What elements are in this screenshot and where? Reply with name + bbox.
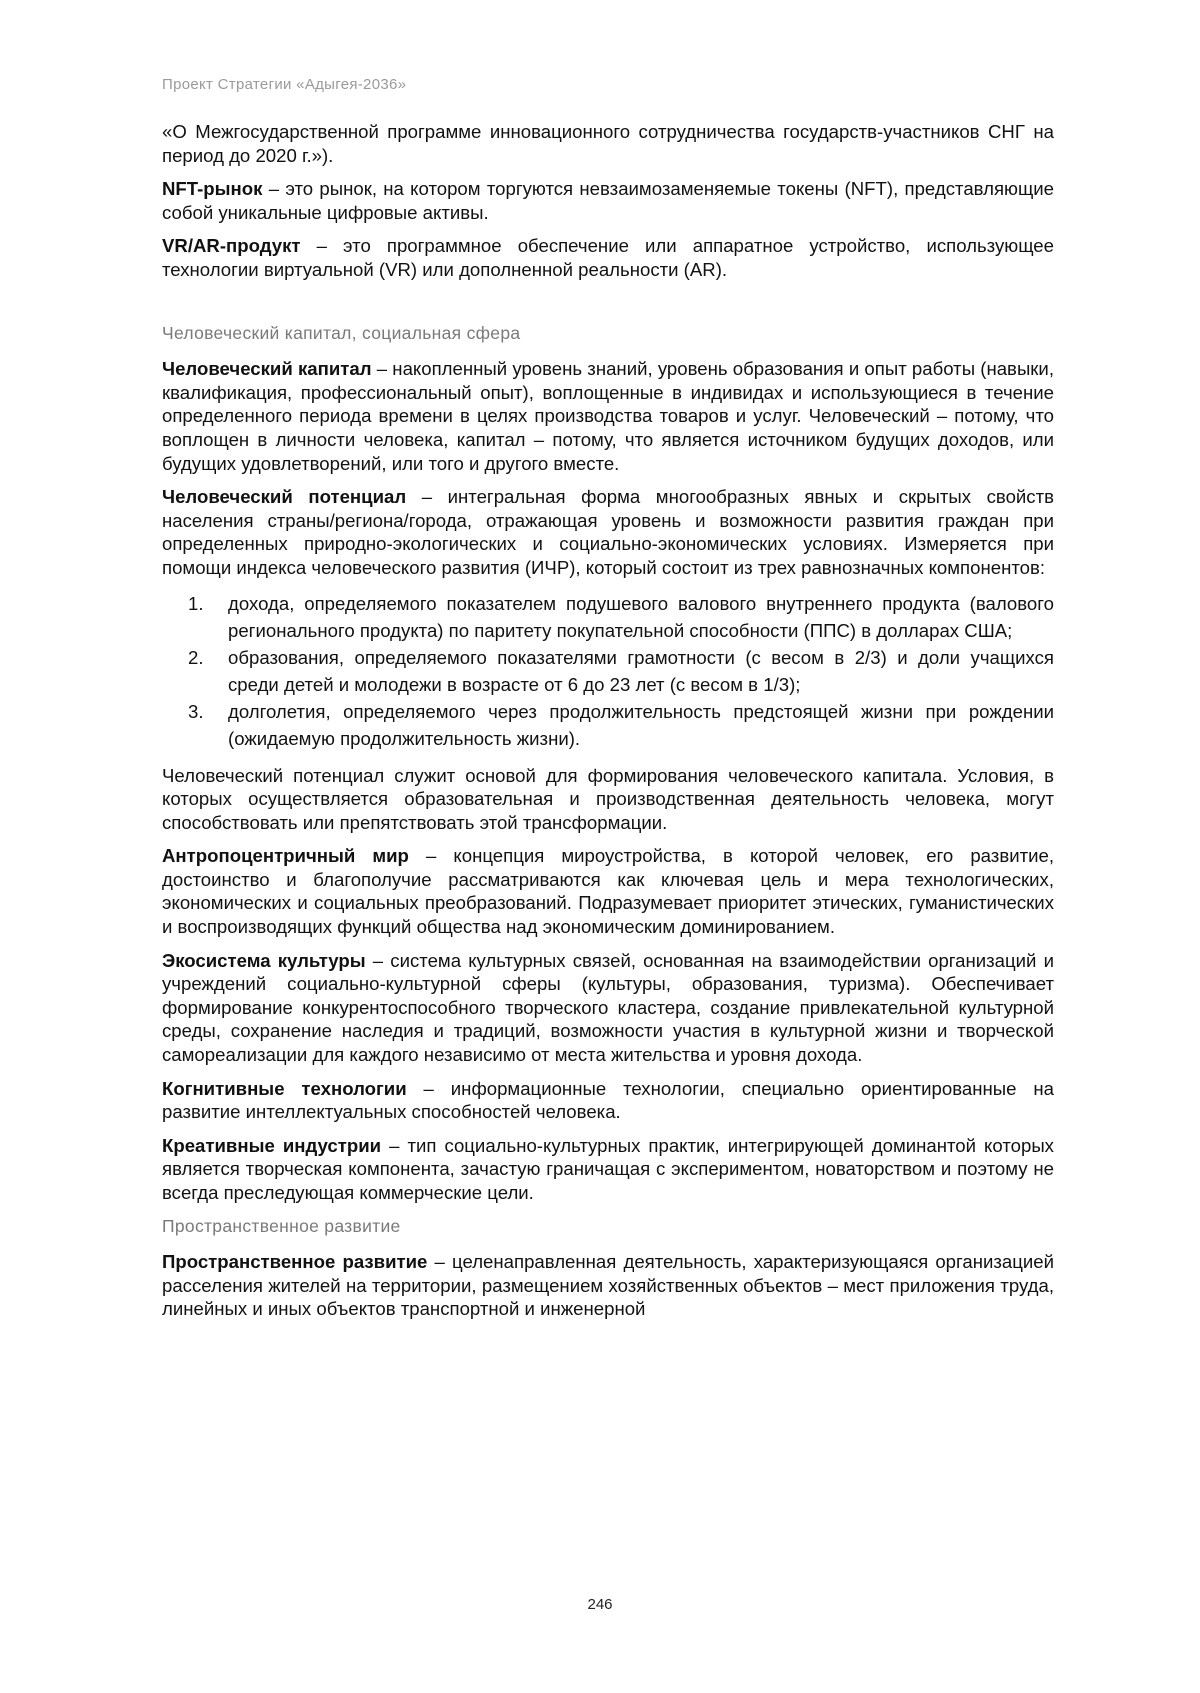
- page-content: [162, 120, 1054, 1331]
- definition-text: – интегральная форма многообразных явных и скрытых свойств населения страны/региона/города, отражающая уровень и возможности развития граждан при определенных природно-экологических и социально-экономических условиях. Измеряется при помощи индекса человеческого развития (ИЧР), который состоит из трех равнозначных компонентов:: [162, 486, 1054, 578]
- potential-note: Человеческий потенциал служит основой для формирования человеческого капитала. Условия, в которых осуществляется образовательная и производственная деятельность человека, могут способствовать или препятствовать этой трансформации.: [162, 764, 1054, 833]
- section-heading-human-capital: Человеческий капитал, социальная сфера: [162, 322, 521, 343]
- page-number: 246: [587, 1596, 613, 1613]
- definition-spatial-development: [162, 1250, 1054, 1321]
- definition-anthropocentric-world: [162, 844, 1054, 938]
- intro-continuation: «О Межгосударственной программе инновационного сотрудничества государств-участников СНГ на период до 2020 г.»).: [162, 121, 1054, 166]
- definition-text: – система культурных связей, основанная на взаимодействии организаций и учреждений социально-культурной сферы (культуры, образования, туризма). Обеспечивает формирование конкурентоспособного творческого кластера, создание привлекательной культурной среды, сохранение наследия и традиций, возможности участия в культурной жизни и творческой самореализации для каждого независимо от места жительства и уровня дохода.: [162, 949, 1054, 1066]
- list-item-number: 3.: [188, 700, 204, 722]
- definition-human-potential: [162, 485, 1054, 579]
- list-item-text: образования, определяемого показателями грамотности (с весом в 2/3) и доли учащихся среди детей и молодежи в возрасте от 6 до 23 лет (с весом в 1/3);: [228, 646, 1054, 695]
- list-item: [162, 590, 1054, 644]
- term-creative-industries: Креативные индустрии: [162, 1134, 382, 1156]
- term-human-potential: Человеческий потенциал: [162, 486, 407, 508]
- definition-human-capital: [162, 357, 1054, 475]
- definition-vr-ar-product: [162, 234, 1054, 281]
- definition-creative-industries: [162, 1134, 1054, 1205]
- definition-text: – это программное обеспечение или аппаратное устройство, использующее технологии виртуальной (VR) или дополненной реальности (AR).: [162, 235, 1054, 280]
- list-item: [162, 644, 1054, 698]
- definition-text: – концепция мироустройства, в которой человек, его развитие, достоинство и благополучие рассматриваются как ключевая цель и мера технологических, экономических и социальных преобразований. Подразумевает приоритет этических, гуманистических и воспроизводящих функций общества над экономическим доминированием.: [162, 845, 1054, 938]
- definition-text: – накопленный уровень знаний, уровень образования и опыт работы (навыки, квалификация, профессиональный опыт), воплощенные в индивидах и использующиеся в течение определенного периода времени в целях производства товаров и услуг. Человеческий – потому, что воплощен в личности человека, капитал – потому, что является источником будущих доходов, или будущих удовлетворений, или того и другого вместе.: [162, 358, 1054, 474]
- definition-text: – это рынок, на котором торгуются невзаимозаменяемые токены (NFT), представляющие собой уникальные цифровые активы.: [162, 178, 1054, 223]
- definition-cognitive-technologies: [162, 1077, 1054, 1124]
- term-anthropocentric-world: Антропоцентричный мир: [162, 845, 409, 867]
- definition-text: – целенаправленная деятельность, характеризующаяся организацией расселения жителей на территории, размещением хозяйственных объектов – мест приложения труда, линейных и иных объектов транспортной и инженерной: [162, 1251, 1055, 1320]
- term-nft-market: NFT-рынок: [162, 178, 263, 200]
- definition-text: – информационные технологии, специально ориентированные на развитие интеллектуальных способностей человека.: [162, 1077, 1054, 1123]
- list-item: [162, 698, 1054, 752]
- term-vr-ar-product: VR/AR-продукт: [162, 235, 301, 257]
- list-item-text: долголетия, определяемого через продолжительность предстоящей жизни при рождении (ожидаемую продолжительность жизни).: [228, 700, 1054, 749]
- definition-nft-market: [162, 177, 1054, 224]
- section-heading-spatial-development: Пространственное развитие: [162, 1215, 401, 1236]
- term-spatial-development: Пространственное развитие: [162, 1251, 428, 1273]
- running-header: Проект Стратегии «Адыгея-2036»: [162, 76, 407, 93]
- list-item-text: дохода, определяемого показателем подушевого валового внутреннего продукта (валового регионального продукта) по паритету покупательной способности (ППС) в долларах США;: [228, 592, 1054, 641]
- definition-text: – тип социально-культурных практик, интегрирующей доминантой которых является творческая компонента, зачастую граничащая с экспериментом, новаторством и поэтому не всегда преследующая коммерческие цели.: [162, 1134, 1054, 1203]
- list-item-number: 1.: [188, 592, 204, 614]
- term-culture-ecosystem: Экосистема культуры: [162, 949, 366, 971]
- definition-culture-ecosystem: [162, 949, 1054, 1067]
- term-human-capital: Человеческий капитал: [162, 358, 372, 380]
- hdi-components-list: [162, 590, 1054, 752]
- list-item-number: 2.: [188, 646, 204, 668]
- term-cognitive-technologies: Когнитивные технологии: [162, 1077, 407, 1099]
